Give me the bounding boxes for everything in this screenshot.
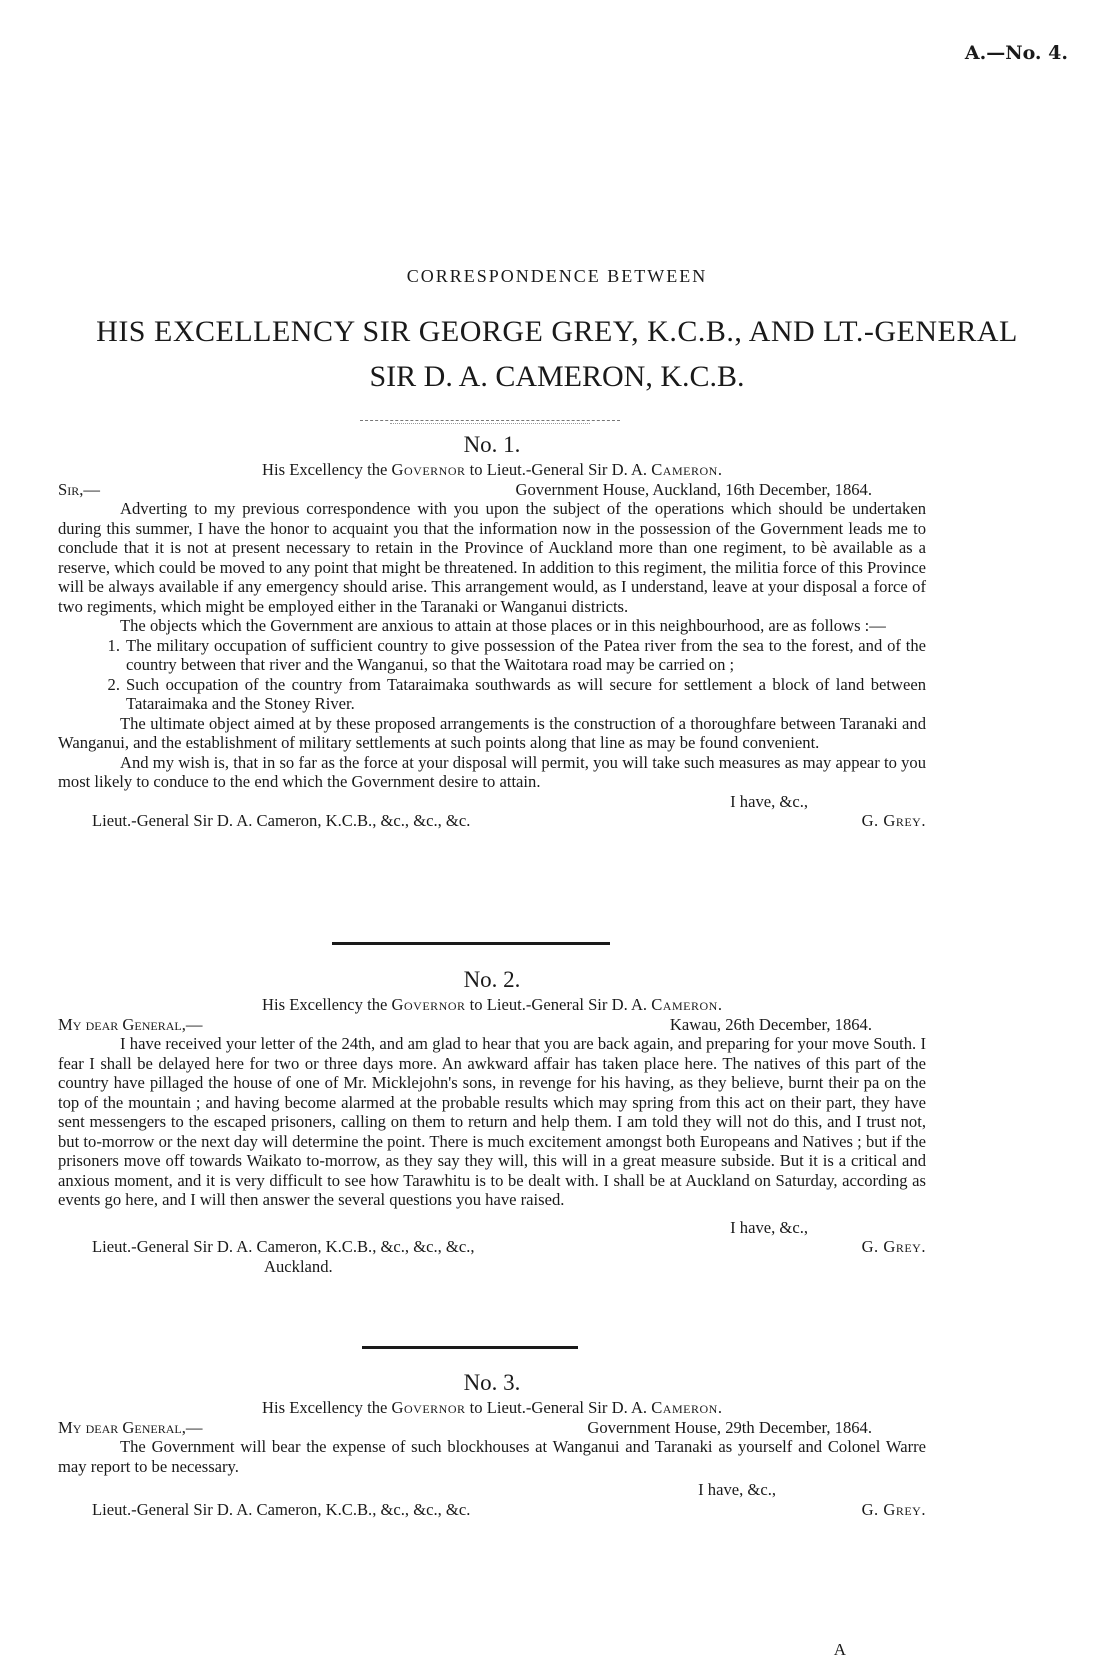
paragraph: And my wish is, that in so far as the force at your disposal will permit, you will take such measures as may appear to you most likely to conduce to the end which the Government desire to attain.	[58, 752, 926, 791]
catchword: A	[833, 1640, 846, 1659]
salutation: Sir,—	[58, 479, 100, 499]
closing: I have, &c.,	[698, 1480, 776, 1499]
addressee: Lieut.-General Sir D. A. Cameron, K.C.B., &c., &c., &c.	[92, 811, 471, 830]
letter-2	[58, 965, 926, 1276]
signature: G. Grey.	[861, 811, 926, 830]
decorative-rule-dotted	[390, 423, 590, 424]
closing: I have, &c.,	[730, 791, 808, 811]
correspondence-heading: CORRESPONDENCE BETWEEN	[406, 266, 708, 286]
signature-row	[58, 1500, 926, 1520]
paragraph: Adverting to my previous correspondence with you upon the subject of the operations which should be undertaken during this summer, I have the honor to acquaint you that the information now in the possession of the Government leads me to conclude that it is not at present necessary to retain in the Province of Auckland more than one regiment, to bè available as a reserve, which could be moved to any point that might be threatened. In addition to this regiment, the militia force of this Province will be always available if any emergency should arise. This arrangement would, as I understand, leave at your disposal a force of two regiments, which might be employed either in the Taranaki or Wanganui districts.	[58, 499, 926, 616]
signature: G. Grey.	[861, 1237, 926, 1256]
letter-from-to: His Excellency the Governor to Lieut.-General Sir D. A. Cameron.	[262, 460, 722, 479]
paragraph: The objects which the Government are anxious to attain at those places or in this neighbourhood, are as follows :—	[120, 616, 886, 635]
addressee: Lieut.-General Sir D. A. Cameron, K.C.B., &c., &c., &c.	[92, 1499, 471, 1519]
salutation: My dear General,—	[58, 1014, 203, 1034]
letter-from-to: His Excellency the Governor to Lieut.-General Sir D. A. Cameron.	[262, 1398, 722, 1417]
signature-row	[58, 811, 926, 831]
list-item: 2. Such occupation of the country from Tataraimaka southwards as will secure for settlement a block of land between Tataraimaka and the Stoney River.	[107, 674, 926, 713]
signature: G. Grey.	[861, 1499, 926, 1519]
addressee-place: Auckland.	[264, 1256, 333, 1276]
section-divider	[362, 1346, 578, 1349]
paragraph: I have received your letter of the 24th, and am glad to hear that you are back again, and preparing for your move South. I fear I shall be delayed here for two or three days more. An awkward affair has taken place here. The natives of this part of the country have pillaged the house of one of Mr. Micklejohn's sons, in revenge for his having, as they believe, burnt their pa on the top of the mountain ; and having become alarmed at the probable results which may spring from this act on their part, they have sent messengers to the escaped prisoners, calling on them to return and help them. I am told they will not do this, and I trust not, but to-morrow or the next day will determine the point. There is much excitement amongst both Europeans and Natives ; but if the prisoners move off towards Waikato to-morrow, as they say they will, this will in a great measure subside. But it is a critical and anxious moment, and it is very difficult to see how Tarawhitu is to be dealt with. I shall be at Auckland on Saturday, according as events go here, and I will then answer the several questions you have raised.	[58, 1034, 926, 1209]
paragraph: The Government will bear the expense of such blockhouses at Wanganui and Taranaki as yourself and Colonel Warre may report to be necessary.	[58, 1437, 926, 1476]
signature-row	[58, 1237, 926, 1257]
paragraph: The ultimate object aimed at by these proposed arrangements is the construction of a thoroughfare between Taranaki and Wanganui, and the establishment of military settlements at such points along that line as may be found convenient.	[58, 713, 926, 752]
section-divider	[332, 942, 610, 945]
salutation-row	[58, 1015, 926, 1035]
letter-1	[58, 430, 926, 831]
decorative-rule	[360, 420, 620, 421]
letter-from-to: His Excellency the Governor to Lieut.-General Sir D. A. Cameron.	[262, 995, 722, 1014]
place-date: Kawau, 26th December, 1864.	[669, 1014, 872, 1034]
page-reference: A.—No. 4.	[964, 42, 1068, 64]
closing: I have, &c.,	[730, 1217, 808, 1237]
letter-3	[58, 1368, 926, 1519]
main-title-line-2: SIR D. A. CAMERON, K.C.B.	[369, 360, 745, 393]
addressee: Lieut.-General Sir D. A. Cameron, K.C.B., &c., &c., &c.,	[92, 1237, 475, 1256]
letter-number: No. 3.	[463, 1370, 521, 1395]
place-date: Government House, 29th December, 1864.	[587, 1417, 872, 1437]
salutation: My dear General,—	[58, 1417, 203, 1437]
salutation-row	[58, 1418, 926, 1438]
list-item: 1. The military occupation of sufficient country to give possession of the Patea river from the sea to the forest, and of the country between that river and the Wanganui, so that the Waitotara road may be carried on ;	[107, 635, 926, 674]
letter-number: No. 1.	[463, 432, 521, 457]
place-date: Government House, Auckland, 16th December, 1864.	[515, 479, 872, 499]
salutation-row	[58, 480, 926, 500]
letter-number: No. 2.	[463, 967, 521, 992]
main-title-line-1: HIS EXCELLENCY SIR GEORGE GREY, K.C.B., AND LT.-GENERAL	[96, 315, 1018, 348]
